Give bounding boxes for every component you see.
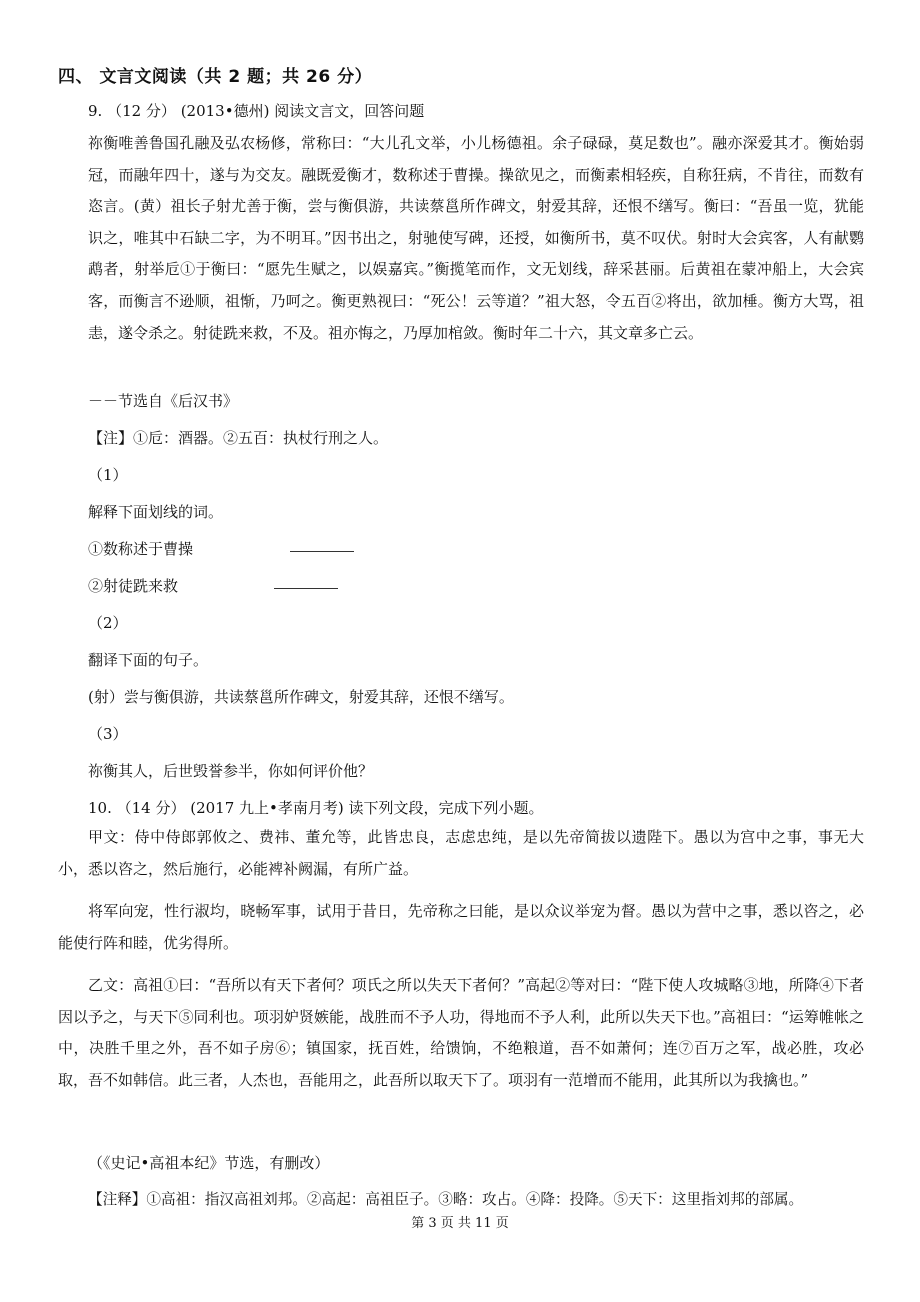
q9-sub2-prompt: 翻译下面的句子。 <box>88 651 209 669</box>
q9-sub1-prompt: 解释下面划线的词。 <box>88 503 224 521</box>
q9-sub1-item1-text: ①数称述于曹操 <box>88 540 194 558</box>
page-footer: 第 3 页 共 11 页 <box>411 1216 509 1231</box>
q10-jia-para1: 甲文：侍中侍郎郭攸之、费祎、董允等，此皆忠良，志虑忠纯，是以先帝简拔以遗陛下。愚以为宫中之事，事无大小，悉以咨之，然后施行，必能裨补阙漏，有所广益。 <box>58 828 864 878</box>
q9-sub1-item1 <box>88 538 193 559</box>
q9-sub3-prompt: 祢衡其人，后世毁誉参半，你如何评价他？ <box>88 762 374 780</box>
q10-jia-para2: 将军向宠，性行淑均，晓畅军事，试用于昔日，先帝称之曰能，是以众议举宠为督。愚以为营中之事，悉以咨之，必能使行阵和睦，优劣得所。 <box>58 902 864 952</box>
q9-header: 9. （12 分） (2013•德州) 阅读文言文，回答问题 <box>88 102 425 120</box>
q9-sub1-item2 <box>88 575 178 596</box>
q9-sub2-sentence: (射）尝与衡俱游，共读蔡邕所作碑文，射爱其辞，还恨不缮写。 <box>88 688 514 706</box>
q10-header: 10. （14 分） (2017 九上•孝南月考) 读下列文段，完成下列小题。 <box>88 799 544 817</box>
answer-blank-2[interactable] <box>274 573 338 589</box>
q10-yi-passage: 乙文：高祖①曰：“吾所以有天下者何？项氏之所以失天下者何？”高起②等对曰：“陛下使人攻城略③地，所降④下者因以予之，与天下⑤同利也。项羽妒贤嫉能，战胜而不予人功，得地而不予人利，此所以失天下也。”高祖曰：“运筹帷帐之中，决胜千里之外，吾不如子房⑥；镇国家，抚百姓，给馈饷，不绝粮道，吾不如萧何；连⑦百万之军，战必胜，攻必取，吾不如韩信。此三者，人杰也，吾能用之，此吾所以取天下了。项羽有一范增而不能用，此其所以为我擒也。” <box>58 976 864 1089</box>
q9-passage: 祢衡唯善鲁国孔融及弘农杨修，常称曰：“大儿孔文举，小儿杨德祖。余子碌碌，莫足数也”。融亦深爱其才。衡始弱冠，而融年四十，遂与为交友。融既爱衡才，数称述于曹操。操欲见之，而衡素相轻疾，自称狂病，不肯往，而数有恣言。(黄）祖长子射尤善于衡，尝与衡俱游，共读蔡邕所作碑文，射爱其辞，还恨不缮写。衡曰：“吾虽一览，犹能识之，唯其中石缺二字，为不明耳。”因书出之，射驰使写碑，还授，如衡所书，莫不叹伏。射时大会宾客，人有献鹦鹉者，射举卮①于衡曰：“愿先生赋之，以娱嘉宾。”衡揽笔而作，文无划线，辞采甚丽。后黄祖在蒙冲船上，大会宾客，而衡言不逊顺，祖惭，乃呵之。衡更熟视曰：“死公！云等道？”祖大怒，令五百②将出，欲加棰。衡方大骂，祖恚，遂令杀之。射徒跣来救，不及。祖亦悔之，乃厚加棺敛。衡时年二十六，其文章多亡云。 <box>88 134 864 342</box>
q9-sub3-number: （3） <box>88 725 128 743</box>
q9-note: 【注】①卮：酒器。②五百：执杖行刑之人。 <box>88 429 389 447</box>
answer-blank-1[interactable] <box>290 536 354 552</box>
q9-source: －－节选自《后汉书》 <box>88 392 239 410</box>
q9-sub1-number: （1） <box>88 466 128 484</box>
q10-source: （《史记•高祖本纪》节选，有删改） <box>88 1154 330 1172</box>
section-title: 四、 文言文阅读（共 2 题；共 26 分） <box>58 67 373 87</box>
q10-note: 【注释】①高祖：指汉高祖刘邦。②高起：高祖臣子。③略：攻占。④降：投降。⑤天下：这里指刘邦的部属。 <box>88 1191 804 1208</box>
q9-sub1-item2-text: ②射徒跣来救 <box>88 577 179 595</box>
q9-sub2-number: （2） <box>88 614 128 632</box>
